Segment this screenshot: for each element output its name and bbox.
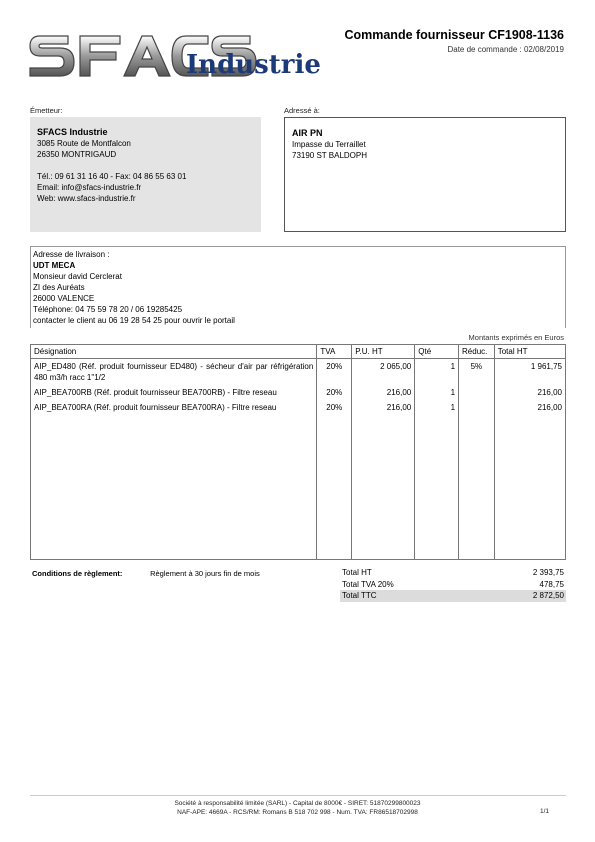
currency-note: Montants exprimés en Euros [468, 333, 564, 342]
total-tva-label: Total TVA 20% [342, 579, 394, 589]
total-ttc-value: 2 872,50 [532, 591, 564, 600]
row-unit-price: 2 065,00 [352, 359, 415, 386]
recipient-box [284, 117, 566, 232]
total-ht-label: Total HT [342, 568, 372, 577]
table-row [31, 400, 566, 415]
delivery-phone: Téléphone: 04 75 59 78 20 / 06 19285425 [33, 305, 183, 314]
document-title: Commande fournisseur CF1908-1136 [344, 28, 564, 42]
row-total: 216,00 [494, 400, 565, 415]
row-discount [459, 400, 495, 415]
emitter-address1: 3085 Route de Montfalcon [37, 139, 131, 148]
emitter-web: Web: www.sfacs-industrie.fr [37, 194, 136, 203]
conditions-value: Règlement à 30 jours fin de mois [150, 569, 260, 578]
row-quantity: 1 [415, 359, 459, 386]
total-ttc-label: Total TTC [342, 591, 377, 600]
row-total: 1 961,75 [494, 359, 565, 386]
company-logo [28, 30, 321, 90]
recipient-label: Adressé à: [284, 106, 320, 115]
order-date: Date de commande : 02/08/2019 [447, 45, 564, 54]
total-ht-row [340, 567, 566, 579]
row-designation: AIP_BEA700RA (Réf. produit fournisseur BEA700RA) - Filtre reseau [31, 400, 317, 415]
total-tva-value: 478,75 [539, 579, 564, 589]
footer-legal-line1: Société à responsabilité limitée (SARL) - Capital de 8000€ - SIRET: 51870299800023 [174, 800, 421, 807]
header-discount: Réduc. [459, 345, 495, 359]
row-quantity: 1 [415, 385, 459, 400]
row-quantity: 1 [415, 400, 459, 415]
header-total: Total HT [494, 345, 565, 359]
totals-block [340, 567, 566, 602]
emitter-email: Email: info@sfacs-industrie.fr [37, 183, 142, 192]
table-row [31, 385, 566, 400]
page-number: 1/1 [539, 808, 549, 815]
emitter-name: SFACS Industrie [37, 127, 108, 137]
payment-conditions [32, 569, 260, 578]
table-filler-row [31, 415, 566, 560]
header-unit-price: P.U. HT [352, 345, 415, 359]
row-total: 216,00 [494, 385, 565, 400]
total-tva-row [340, 579, 566, 591]
delivery-zone: ZI des Auréats [33, 283, 85, 292]
delivery-city: 26000 VALENCE [33, 294, 95, 303]
recipient-address2: 73190 ST BALDOPH [292, 151, 368, 160]
delivery-box [30, 246, 566, 328]
row-tva: 20% [317, 359, 352, 386]
row-unit-price: 216,00 [352, 400, 415, 415]
row-designation: AIP_ED480 (Réf. produit fournisseur ED480) - sécheur d'air par réfrigération 480 m3/h racc 1"1/2 [31, 359, 317, 386]
conditions-label: Conditions de règlement: [32, 569, 123, 578]
footer [0, 799, 595, 817]
row-designation: AIP_BEA700RB (Réf. produit fournisseur BEA700RB) - Filtre reseau [31, 385, 317, 400]
header-quantity: Qté [415, 345, 459, 359]
emitter-box [30, 117, 261, 232]
total-ttc-row [340, 590, 566, 602]
header-tva: TVA [317, 345, 352, 359]
table-row [31, 359, 566, 386]
footer-divider [30, 795, 566, 796]
emitter-phone: Tél.: 09 61 31 16 40 - Fax: 04 86 55 63 01 [37, 172, 187, 181]
order-lines-table [30, 344, 566, 560]
recipient-address1: Impasse du Terraillet [292, 140, 366, 149]
logo-text: Industrie [186, 50, 321, 80]
delivery-label: Adresse de livraison : [33, 250, 110, 259]
delivery-contact: Monsieur david Cerclerat [33, 272, 122, 281]
footer-legal-line2: NAF-APE: 4669A - RCS/RM: Romans B 518 702 998 - Num. TVA: FR86518702998 [177, 809, 418, 816]
recipient-name: AIR PN [292, 128, 323, 138]
total-ht-value: 2 393,75 [532, 568, 564, 577]
emitter-label: Émetteur: [30, 106, 63, 115]
row-discount: 5% [459, 359, 495, 386]
delivery-company: UDT MECA [33, 261, 76, 270]
header-designation: Désignation [31, 345, 317, 359]
delivery-note: contacter le client au 06 19 28 54 25 pour ouvrir le portail [33, 316, 235, 325]
row-tva: 20% [317, 385, 352, 400]
row-unit-price: 216,00 [352, 385, 415, 400]
row-tva: 20% [317, 400, 352, 415]
table-header-row [31, 345, 566, 359]
row-discount [459, 385, 495, 400]
emitter-address2: 26350 MONTRIGAUD [37, 150, 117, 159]
